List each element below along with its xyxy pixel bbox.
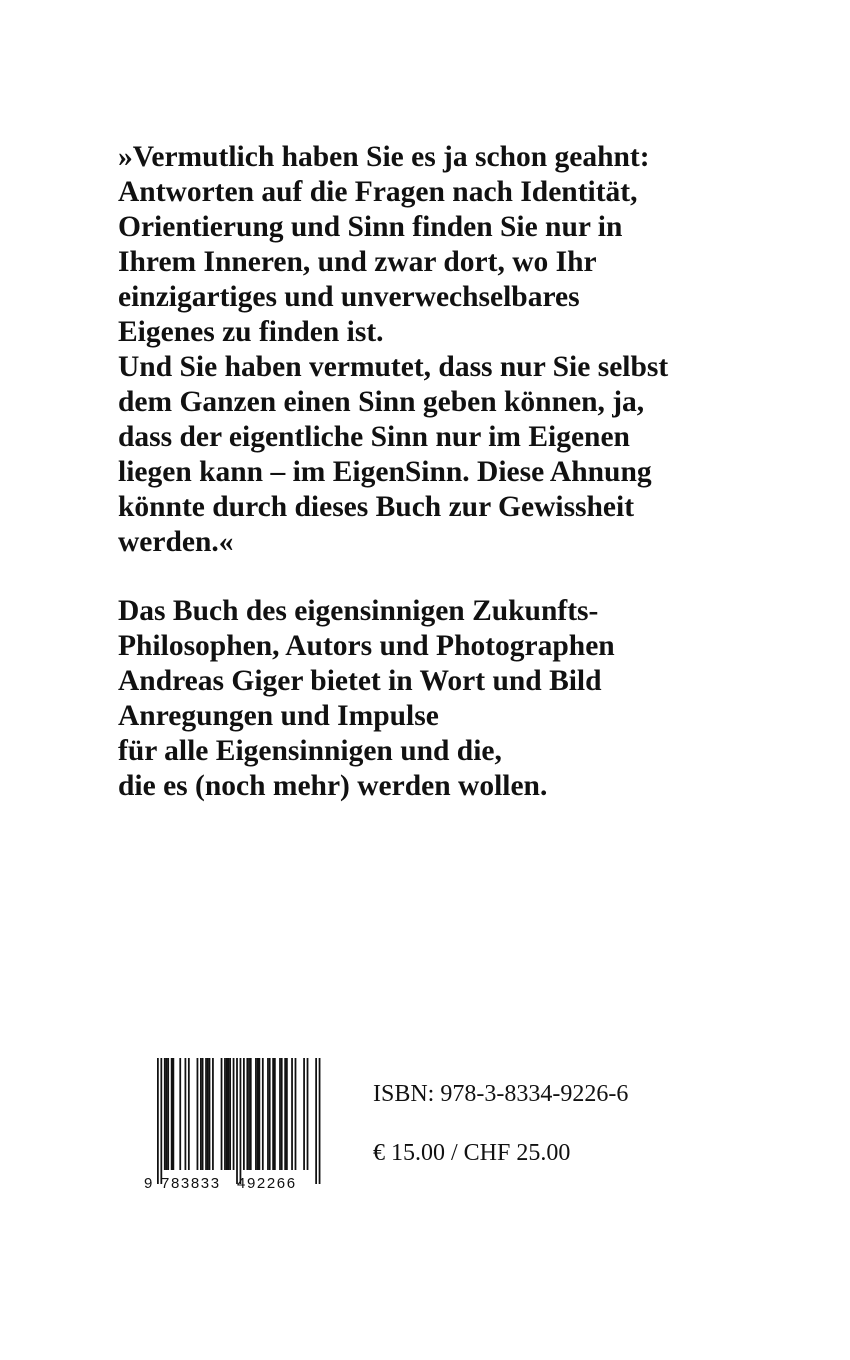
barcode-bar [272, 1058, 274, 1170]
description-line: Anregungen und Impulse [118, 700, 439, 732]
barcode-bar [179, 1058, 181, 1170]
barcode-bar [207, 1058, 209, 1170]
barcode-bar [286, 1058, 288, 1170]
quote-line: Ihrem Inneren, und zwar dort, wo Ihr [118, 246, 597, 278]
barcode-bar [224, 1058, 226, 1170]
quote-line: dem Ganzen einen Sinn geben können, ja, [118, 386, 645, 418]
barcode-guard-bar [236, 1058, 238, 1184]
description-line: die es (noch mehr) werden wollen. [118, 770, 548, 802]
barcode-bar [279, 1058, 281, 1170]
barcode-bar [295, 1058, 297, 1170]
barcode-guard-bar [157, 1058, 159, 1184]
description-block [118, 594, 818, 804]
quote-line: Orientierung und Sinn finden Sie nur in [118, 211, 623, 243]
barcode-bar [267, 1058, 269, 1170]
barcode-bar [250, 1058, 252, 1170]
quote-line: einzigartiges und unverwechselbares [118, 281, 580, 313]
barcode-bar [209, 1058, 211, 1170]
barcode-bar [200, 1058, 202, 1170]
barcode-bar [202, 1058, 204, 1170]
barcode-guard-bar [315, 1058, 317, 1184]
barcode-bar [172, 1058, 174, 1170]
description-line: Philosophen, Autors und Photographen [118, 630, 615, 662]
barcode-bar [229, 1058, 231, 1170]
barcode-bar [197, 1058, 199, 1170]
quote-line: liegen kann – im EigenSinn. Diese Ahnung [118, 456, 652, 488]
barcode-guard-bar [160, 1058, 162, 1184]
barcode-bar [307, 1058, 309, 1170]
barcode-guard-bar [240, 1058, 242, 1184]
barcode-guard-bar [319, 1058, 321, 1184]
barcode-bar [221, 1058, 223, 1170]
barcode-bar [205, 1058, 207, 1170]
quote-line: könnte durch dieses Buch zur Gewissheit [118, 491, 635, 523]
barcode-bar [228, 1058, 230, 1170]
barcode-bar [166, 1058, 168, 1170]
price-text: € 15.00 / CHF 25.00 [373, 1140, 571, 1166]
quote-line: Und Sie haben vermutet, dass nur Sie selbst [118, 351, 669, 383]
description-line: für alle Eigensinnigen und die, [118, 735, 502, 767]
barcode-bar [281, 1058, 283, 1170]
barcode-bar [164, 1058, 166, 1170]
barcode-bar [233, 1058, 235, 1170]
barcode-bar [188, 1058, 190, 1170]
quote-line: »Vermutlich haben Sie es ja schon geahnt: [118, 141, 650, 173]
barcode-first-digit: 9 [144, 1175, 153, 1192]
barcode-bar [291, 1058, 293, 1170]
barcode-bar [171, 1058, 173, 1170]
barcode [140, 1056, 325, 1192]
barcode-bar [246, 1058, 248, 1170]
barcode-bar [257, 1058, 259, 1170]
quote-line: Antworten auf die Fragen nach Identität, [118, 176, 638, 208]
barcode-bar [226, 1058, 228, 1170]
barcode-bar [243, 1058, 245, 1170]
isbn-text: ISBN: 978-3-8334-9226-6 [373, 1081, 629, 1107]
quote-line: dass der eigentliche Sinn nur im Eigenen [118, 421, 630, 453]
barcode-bars [157, 1058, 320, 1184]
barcode-left-digits: 783833 [161, 1175, 221, 1192]
barcode-bar [303, 1058, 305, 1170]
barcode-bar [212, 1058, 214, 1170]
quote-line: werden.« [118, 526, 234, 558]
barcode-bar [185, 1058, 187, 1170]
barcode-bar [284, 1058, 286, 1170]
quote-line: Eigenes zu finden ist. [118, 316, 384, 348]
barcode-bar [248, 1058, 250, 1170]
barcode-bar [255, 1058, 257, 1170]
quote-block [118, 140, 818, 560]
description-line: Das Buch des eigensinnigen Zukunfts- [118, 595, 599, 627]
barcode-bar [258, 1058, 260, 1170]
description-line: Andreas Giger bietet in Wort und Bild [118, 665, 602, 697]
barcode-bar [269, 1058, 271, 1170]
barcode-bar [274, 1058, 276, 1170]
barcode-bar [167, 1058, 169, 1170]
barcode-bar [262, 1058, 264, 1170]
barcode-right-digits: 492266 [237, 1175, 297, 1192]
